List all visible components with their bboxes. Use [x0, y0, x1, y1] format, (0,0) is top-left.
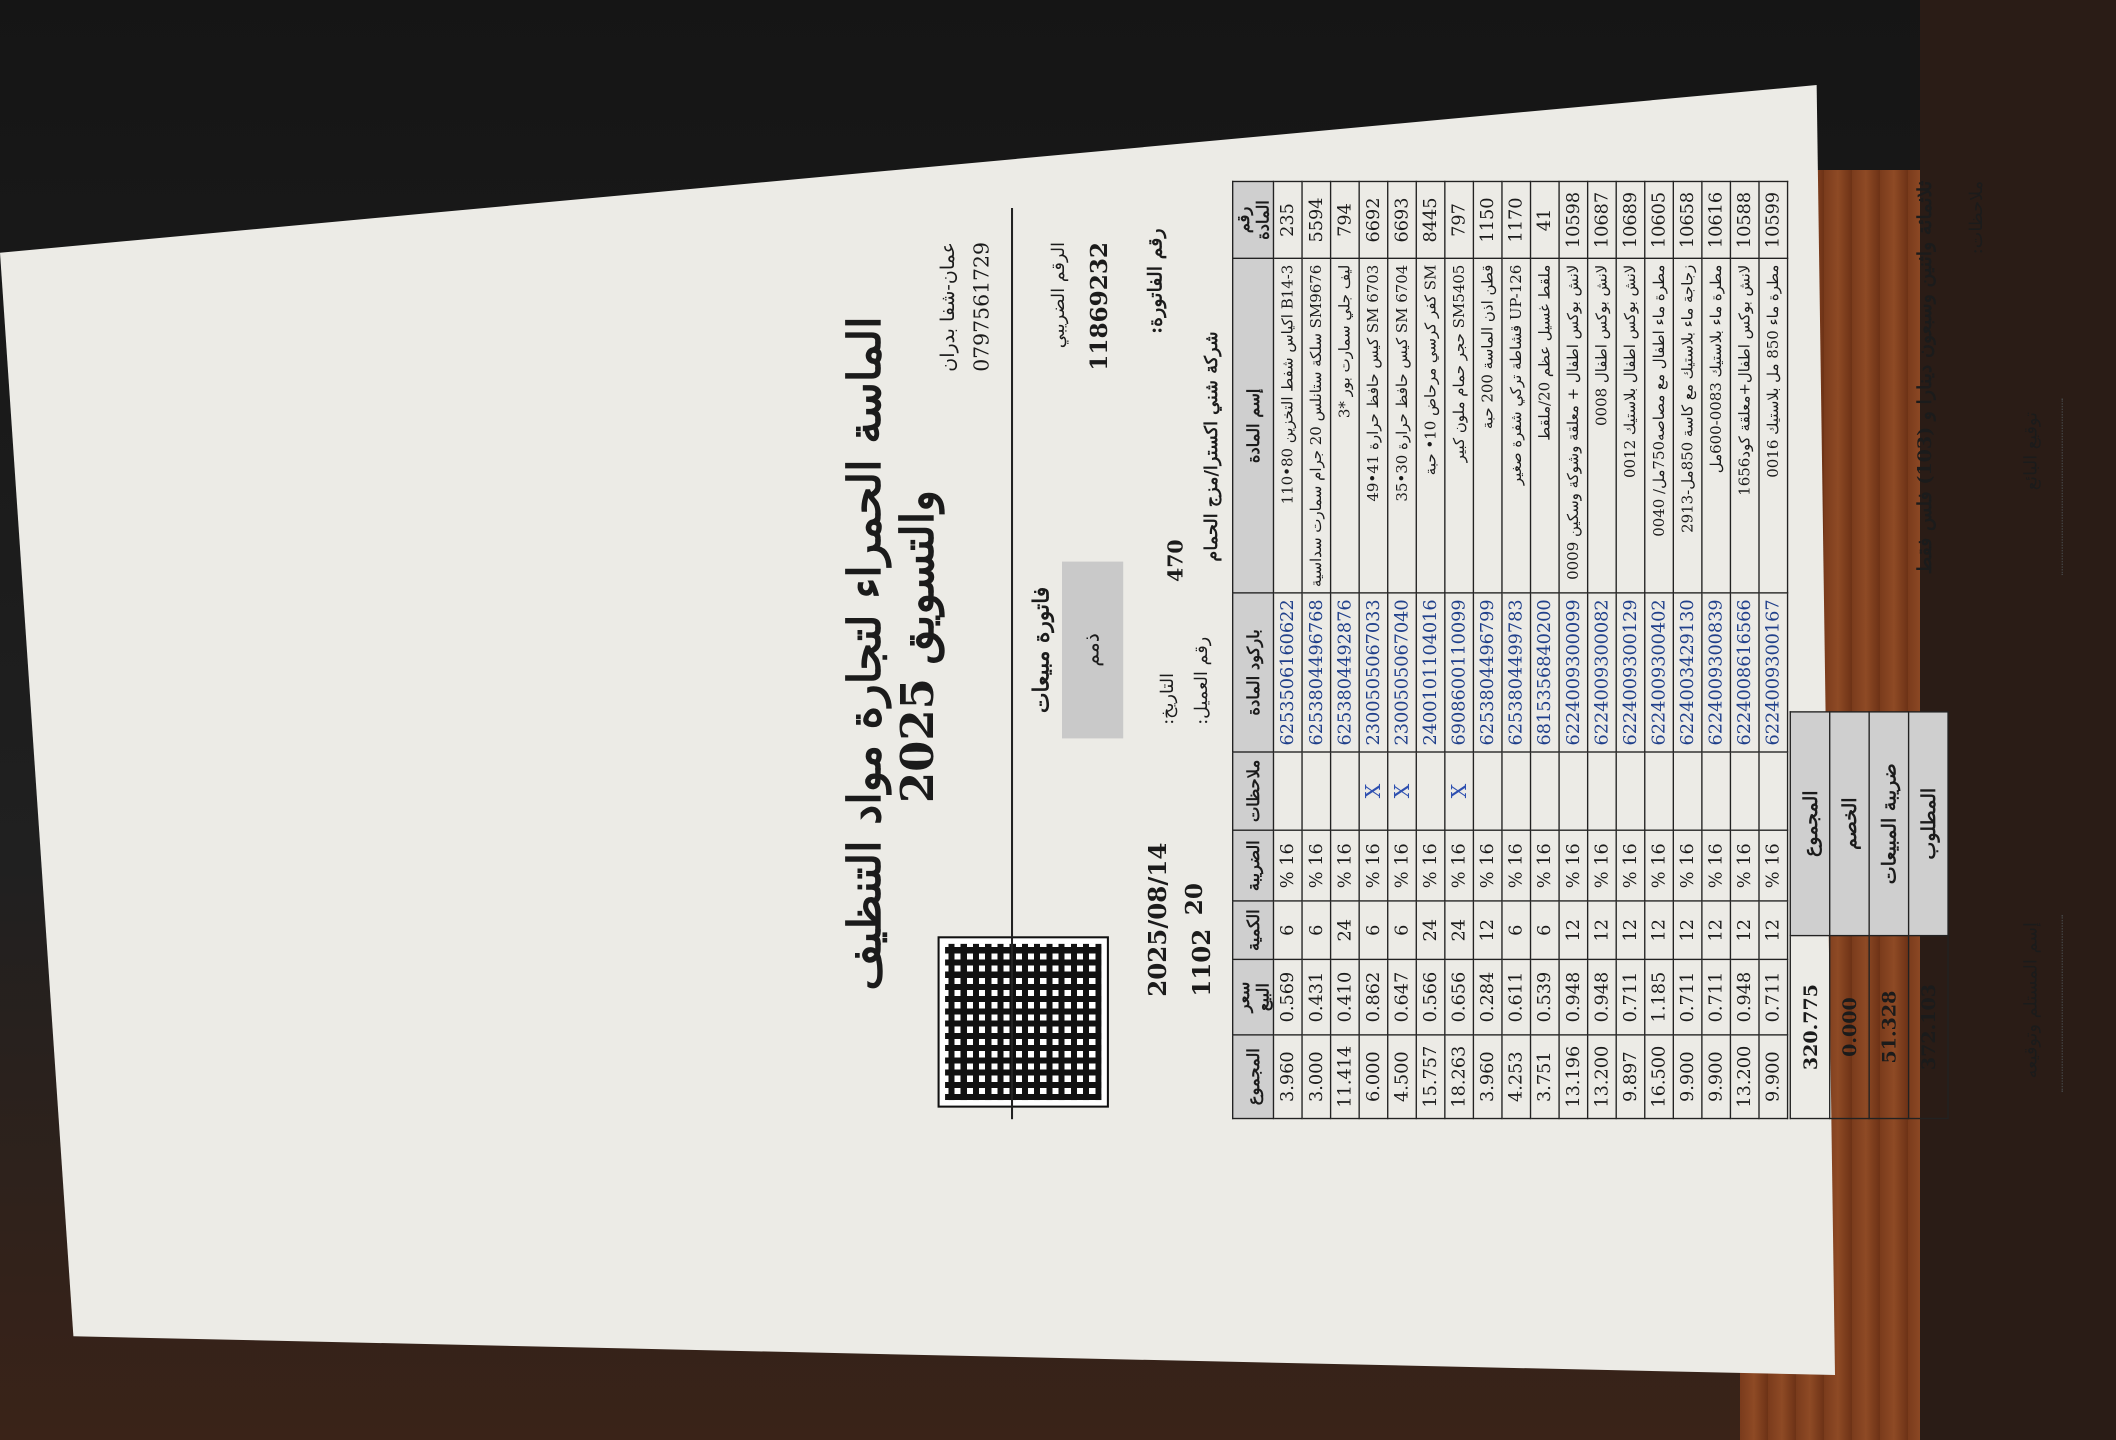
row-item-id: 10687 — [1588, 181, 1617, 258]
col-item-id: رقم المادة — [1233, 181, 1274, 258]
col-total: المجموع — [1233, 1035, 1274, 1119]
row-note — [1730, 752, 1759, 831]
row-total: 3.960 — [1273, 1035, 1302, 1119]
summary-total: 320.775 — [1790, 936, 1829, 1119]
row-barcode: 2300505067033 — [1359, 593, 1388, 751]
table-row — [1531, 181, 1560, 1118]
row-barcode: 6253804496799 — [1473, 593, 1502, 751]
row-tax: 16 % — [1759, 830, 1788, 901]
row-item-id: 1150 — [1473, 181, 1502, 258]
row-price: 0.569 — [1273, 959, 1302, 1035]
row-qty: 6 — [1273, 901, 1302, 959]
row-item-name: SM كفر كرسي مرحاض 10• حبة — [1416, 259, 1445, 594]
row-note — [1502, 752, 1531, 831]
row-barcode: 6224009300402 — [1645, 593, 1674, 751]
date-label: التاريخ: — [1157, 672, 1178, 725]
row-item-id: 41 — [1531, 181, 1560, 258]
row-qty: 6 — [1302, 901, 1331, 959]
row-price: 0.284 — [1473, 959, 1502, 1035]
company-phone: 0797561729 — [970, 242, 994, 372]
row-tax: 16 % — [1273, 830, 1302, 901]
summary-due: 372.103 — [1909, 936, 1948, 1119]
summary-row-due — [1909, 712, 1948, 1119]
row-price: 0.948 — [1559, 959, 1588, 1035]
row-item-id: 5594 — [1302, 181, 1331, 258]
row-total: 13.200 — [1730, 1035, 1759, 1119]
qr-code-icon — [940, 938, 1107, 1105]
row-item-name: SM9676 سلكة ستانلس 20 جرام سمارت سداسية — [1302, 259, 1331, 594]
summary-total-label: المجموع — [1790, 712, 1829, 936]
row-item-id: 10599 — [1759, 181, 1788, 258]
row-total: 4.253 — [1502, 1035, 1531, 1119]
row-note — [1588, 752, 1617, 831]
table-row — [1331, 181, 1360, 1118]
row-total: 16.500 — [1645, 1035, 1674, 1119]
row-tax: 16 % — [1702, 830, 1731, 901]
notes-label: ملاحظات: — [1966, 180, 1987, 255]
row-tax: 16 % — [1645, 830, 1674, 901]
invoice-type: فاتورة مبيعات — [1028, 586, 1054, 714]
row-note: X — [1359, 752, 1388, 831]
row-item-id: 10616 — [1702, 181, 1731, 258]
row-item-name: لانش بوكس اطفال 0008 — [1588, 259, 1617, 594]
summary-tax: 51.328 — [1869, 936, 1908, 1119]
row-price: 0.611 — [1502, 959, 1531, 1035]
amount-in-words: ثلاثمائة واثنين وسبعون دينارا و (103) فلس فقط — [1913, 180, 1936, 575]
row-qty: 12 — [1473, 901, 1502, 959]
row-total: 9.900 — [1702, 1035, 1731, 1119]
row-qty: 24 — [1416, 901, 1445, 959]
row-price: 0.711 — [1759, 959, 1788, 1035]
row-price: 0.656 — [1445, 959, 1474, 1035]
row-barcode: 6224009300129 — [1616, 593, 1645, 751]
row-barcode: 6908600110099 — [1445, 593, 1474, 751]
row-total: 4.500 — [1388, 1035, 1417, 1119]
table-row — [1473, 181, 1502, 1118]
table-row — [1502, 181, 1531, 1118]
row-item-id: 10658 — [1673, 181, 1702, 258]
row-price: 0.862 — [1359, 959, 1388, 1035]
row-price: 0.539 — [1531, 959, 1560, 1035]
row-item-id: 10588 — [1730, 181, 1759, 258]
row-qty: 12 — [1759, 901, 1788, 959]
col-barcode: باركود المادة — [1233, 593, 1274, 751]
row-price: 0.948 — [1588, 959, 1617, 1035]
row-tax: 16 % — [1331, 830, 1360, 901]
client-extra: 20 — [1181, 883, 1209, 916]
table-row — [1559, 181, 1588, 1118]
row-item-id: 6692 — [1359, 181, 1388, 258]
invoice-number: 470 — [1164, 539, 1188, 582]
row-total: 11.414 — [1331, 1035, 1360, 1119]
row-item-name: SM5405 حجر حمام ملون كبير — [1445, 259, 1474, 594]
row-total: 9.900 — [1673, 1035, 1702, 1119]
company-name: الماسة الحمراء لتجارة مواد التنظيف والتسويق — [837, 316, 944, 991]
row-item-name: SM 6704 كيس حافظ حرارة 30•35 — [1388, 259, 1417, 594]
row-total: 3.751 — [1531, 1035, 1560, 1119]
row-qty: 6 — [1531, 901, 1560, 959]
row-tax: 16 % — [1388, 830, 1417, 901]
row-barcode: 6224003429130 — [1673, 593, 1702, 751]
row-qty: 12 — [1673, 901, 1702, 959]
row-tax: 16 % — [1416, 830, 1445, 901]
row-total: 18.263 — [1445, 1035, 1474, 1119]
row-item-name: مطرة ماء اطفال مع مصاصه750مل/ 0040 — [1645, 259, 1674, 594]
row-qty: 6 — [1502, 901, 1531, 959]
row-total: 15.757 — [1416, 1035, 1445, 1119]
row-price: 0.647 — [1388, 959, 1417, 1035]
col-tax: الضريبة — [1233, 830, 1274, 901]
row-barcode: 6224009300167 — [1759, 593, 1788, 751]
summary-due-label: المطلوب — [1909, 712, 1948, 936]
row-item-id: 10598 — [1559, 181, 1588, 258]
row-item-name: ليف جلي سمارت بور *3 — [1331, 259, 1360, 594]
row-note — [1702, 752, 1731, 831]
row-item-id: 797 — [1445, 181, 1474, 258]
row-barcode: 6815356840200 — [1531, 593, 1560, 751]
table-row — [1673, 181, 1702, 1118]
row-note — [1473, 752, 1502, 831]
invoice-date: 2025/08/14 — [1143, 842, 1173, 997]
row-qty: 12 — [1702, 901, 1731, 959]
row-item-name: B14-3 اكياس شفط التخزين 80•110 — [1273, 259, 1302, 594]
row-note — [1645, 752, 1674, 831]
row-total: 3.000 — [1302, 1035, 1331, 1119]
row-tax: 16 % — [1730, 830, 1759, 901]
row-note — [1559, 752, 1588, 831]
summary-row-tax — [1869, 712, 1908, 1119]
summary-tax-label: ضريبة المبيعات — [1869, 712, 1908, 936]
row-item-name: SM 6703 كيس حافظ حرارة 41•49 — [1359, 259, 1388, 594]
row-item-id: 8445 — [1416, 181, 1445, 258]
row-barcode: 6253804496768 — [1302, 593, 1331, 751]
row-total: 13.196 — [1559, 1035, 1588, 1119]
row-note: X — [1388, 752, 1417, 831]
company-title — [838, 181, 944, 1119]
summary-row-discount — [1830, 712, 1869, 1119]
row-total: 13.200 — [1588, 1035, 1617, 1119]
row-note: X — [1445, 752, 1474, 831]
row-item-id: 6693 — [1388, 181, 1417, 258]
receiver-signature-label: إسم المستلم وتوقيعه — [2020, 922, 2042, 1079]
row-tax: 16 % — [1473, 830, 1502, 901]
row-total: 9.897 — [1616, 1035, 1645, 1119]
title-year: 2025 — [890, 678, 944, 804]
row-barcode: 2300505067040 — [1388, 593, 1417, 751]
summary-table — [1790, 711, 1949, 1119]
invoice-status-badge: ذمم — [1062, 562, 1123, 739]
table-row — [1702, 181, 1731, 1118]
row-item-id: 235 — [1273, 181, 1302, 258]
row-barcode: 6224009300082 — [1588, 593, 1617, 751]
summary-row-total — [1790, 712, 1829, 1119]
row-note — [1531, 752, 1560, 831]
table-header-row — [1233, 181, 1274, 1118]
row-item-name: UP-126 قشاطة تركي شفرة صغير — [1502, 259, 1531, 594]
row-item-name: ملقط غسيل عظم 20/ملقط — [1531, 259, 1560, 594]
tax-number-label: الرقم الضريبي — [1048, 242, 1069, 349]
row-barcode: 6224009300099 — [1559, 593, 1588, 751]
row-tax: 16 % — [1559, 830, 1588, 901]
row-item-name: لانش بوكس اطفال + معلقة وشوكة وسكين 0009 — [1559, 259, 1588, 594]
table-row — [1616, 181, 1645, 1118]
table-row — [1359, 181, 1388, 1118]
row-barcode: 6224009300839 — [1702, 593, 1731, 751]
row-tax: 16 % — [1616, 830, 1645, 901]
table-row — [1588, 181, 1617, 1118]
row-tax: 16 % — [1445, 830, 1474, 901]
row-barcode: 6253804492876 — [1331, 593, 1360, 751]
row-tax: 16 % — [1673, 830, 1702, 901]
row-tax: 16 % — [1588, 830, 1617, 901]
row-item-id: 10689 — [1616, 181, 1645, 258]
col-qty: الكمية — [1233, 901, 1274, 959]
table-row — [1388, 181, 1417, 1118]
row-item-name: لانش بوكس اطفال+معلقة كود1656 — [1730, 259, 1759, 594]
row-tax: 16 % — [1502, 830, 1531, 901]
row-barcode: 6224008616566 — [1730, 593, 1759, 751]
row-price: 0.711 — [1616, 959, 1645, 1035]
row-item-name: لانش بوكس اطفال بلاستيك 0012 — [1616, 259, 1645, 594]
company-address: عمان-شفا بدران — [936, 242, 959, 372]
row-total: 3.960 — [1473, 1035, 1502, 1119]
row-note — [1331, 752, 1360, 831]
row-note — [1416, 752, 1445, 831]
row-item-name: مطرة ماء 850 مل بلاستيك 0016 — [1759, 259, 1788, 594]
invoice-no-label: رقم الفاتورة: — [1143, 228, 1167, 334]
table-row — [1445, 181, 1474, 1118]
row-item-name: قطن اذن الماسة 200 حبة — [1473, 259, 1502, 594]
table-row — [1730, 181, 1759, 1118]
row-item-id: 1170 — [1502, 181, 1531, 258]
header-divider — [1011, 208, 1013, 1119]
row-barcode: 6253506160622 — [1273, 593, 1302, 751]
row-price: 0.711 — [1673, 959, 1702, 1035]
row-item-id: 794 — [1331, 181, 1360, 258]
row-note — [1273, 752, 1302, 831]
col-item-name: إسم المادة — [1233, 259, 1274, 594]
seller-signature-label: توقيع البائع — [2020, 412, 2042, 491]
col-notes: ملاحظات — [1233, 752, 1274, 831]
client-name: شركة شني اكسترا/مزج الحمام — [1201, 331, 1222, 562]
table-row — [1273, 181, 1302, 1118]
row-qty: 24 — [1445, 901, 1474, 959]
row-price: 0.410 — [1331, 959, 1360, 1035]
seller-signature-line — [2062, 398, 2063, 575]
row-tax: 16 % — [1531, 830, 1560, 901]
row-qty: 24 — [1331, 901, 1360, 959]
summary-discount: 0.000 — [1830, 936, 1869, 1119]
row-item-id: 10605 — [1645, 181, 1674, 258]
row-tax: 16 % — [1302, 830, 1331, 901]
row-barcode: 2400101104016 — [1416, 593, 1445, 751]
client-no-label: رقم العميل: — [1191, 636, 1212, 725]
invoice-document — [824, 140, 2116, 1160]
col-price: سعر البيع — [1233, 959, 1274, 1035]
tax-number: 11869232 — [1085, 242, 1113, 371]
table-row — [1302, 181, 1331, 1118]
row-note — [1616, 752, 1645, 831]
row-total: 6.000 — [1359, 1035, 1388, 1119]
row-price: 0.431 — [1302, 959, 1331, 1035]
row-note — [1302, 752, 1331, 831]
row-price: 0.711 — [1702, 959, 1731, 1035]
items-table — [1232, 181, 1788, 1119]
table-row — [1759, 181, 1788, 1118]
row-tax: 16 % — [1359, 830, 1388, 901]
row-qty: 6 — [1388, 901, 1417, 959]
row-item-name: زجاجة ماء بلاستيك مع كاسة 850مل-2913 — [1673, 259, 1702, 594]
summary-discount-label: الخصم — [1830, 712, 1869, 936]
row-qty: 12 — [1616, 901, 1645, 959]
row-total: 9.900 — [1759, 1035, 1788, 1119]
row-note — [1673, 752, 1702, 831]
row-qty: 12 — [1588, 901, 1617, 959]
row-note — [1759, 752, 1788, 831]
table-row — [1416, 181, 1445, 1118]
table-row — [1645, 181, 1674, 1118]
row-price: 0.948 — [1730, 959, 1759, 1035]
row-qty: 12 — [1559, 901, 1588, 959]
row-item-name: مطرة ماء بلاستيك 0083-600مل — [1702, 259, 1731, 594]
client-number: 1102 — [1187, 928, 1217, 997]
receiver-signature-line — [2062, 915, 2063, 1092]
row-barcode: 6253804499783 — [1502, 593, 1531, 751]
row-qty: 12 — [1730, 901, 1759, 959]
row-qty: 6 — [1359, 901, 1388, 959]
row-price: 1.185 — [1645, 959, 1674, 1035]
row-qty: 12 — [1645, 901, 1674, 959]
row-price: 0.566 — [1416, 959, 1445, 1035]
